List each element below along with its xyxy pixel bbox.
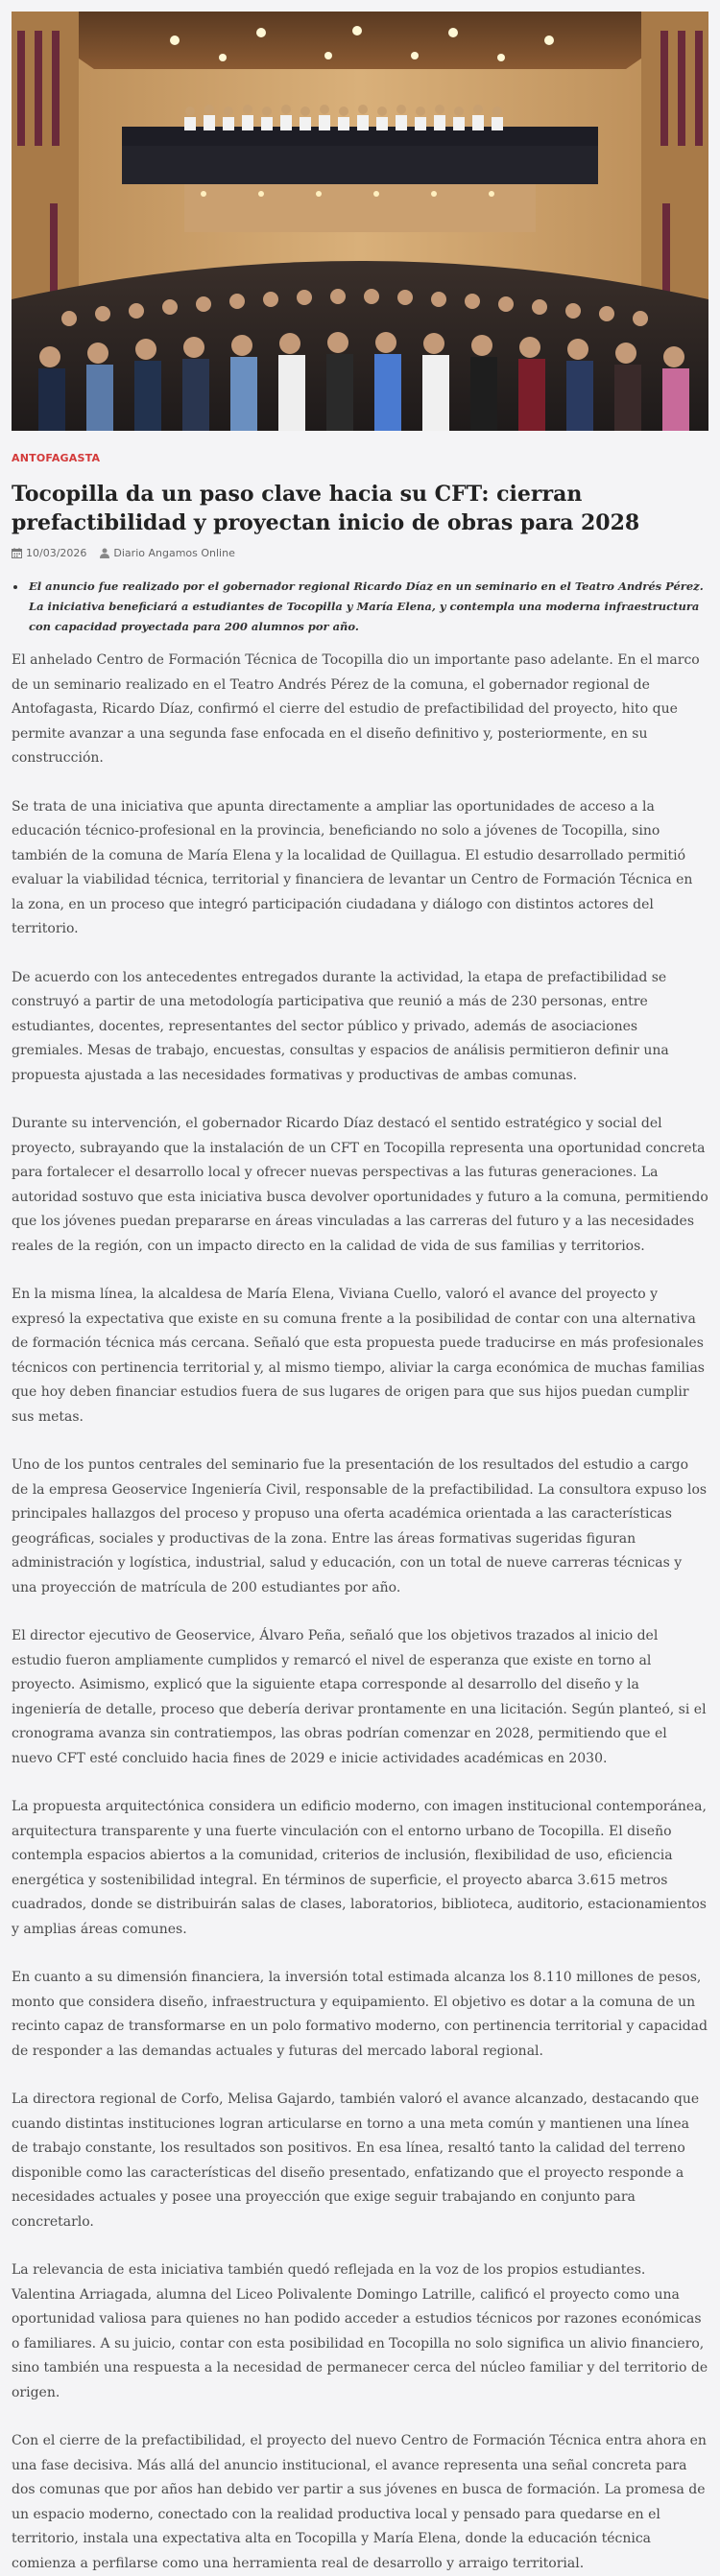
article-body <box>12 649 708 2576</box>
article-paragraph: Uno de los puntos centrales del seminario fue la presentación de los resultados del estudio a cargo de la empresa Geoservice Ingeniería Civil, responsable de la prefactibilidad. La consultora expuso los principales hallazgos del proceso y propuso una oferta académica orientada a las características geográficas, sociales y productivas de la zona. Entre las áreas formativas sugeridas figuran administración y logística, industrial, salud y educación, con un total de nueve carreras técnicas y una proyección de matrícula de 200 estudiantes por año. <box>12 1457 708 1595</box>
article-summary <box>12 577 708 637</box>
article-title: Tocopilla da un paso clave hacia su CFT: cierran prefactibilidad y proyectan inicio de obras para 2028 <box>12 482 640 535</box>
article-author-text: Diario Angamos Online <box>113 547 235 559</box>
article-paragraph: El anhelado Centro de Formación Técnica de Tocopilla dio un importante paso adelante. En el marco de un seminario realizado en el Teatro Andrés Pérez de la comuna, el gobernador regional de Antofagasta, Ricardo Díaz, confirmó el cierre del estudio de prefactibilidad del proyecto, hito que permite avanzar a una segunda fase enfocada en el diseño definitivo y, posteriormente, en su construcción. <box>12 652 700 766</box>
article-meta <box>12 547 708 559</box>
user-icon <box>100 548 109 558</box>
calendar-icon <box>12 548 22 558</box>
article-paragraph: Se trata de una iniciativa que apunta directamente a ampliar las oportunidades de acceso a la educación técnico-profesional en la provincia, beneficiando no solo a jóvenes de Tocopilla, sino también de la comuna de María Elena y la localidad de Quillagua. El estudio desarrollado permitió evaluar la viabilidad técnica, territorial y financiera de levantar un Centro de Formación Técnica en la zona, en un proceso que integró participación ciudadana y diálogo con distintos actores del territorio. <box>12 798 693 936</box>
article-date <box>12 547 86 559</box>
article-date-text: 10/03/2026 <box>26 547 87 559</box>
theater-group-photo <box>12 12 708 431</box>
article-paragraph: La propuesta arquitectónica considera un edificio moderno, con imagen institucional contemporánea, arquitectura transparente y una fuerte vinculación con el entorno urbano de Tocopilla. El diseño contempla espacios abiertos a la comunidad, criterios de inclusión, flexibilidad de uso, eficiencia energética y sostenibilidad integral. En términos de superficie, el proyecto abarca 3.615 metros cuadrados, donde se distribuirán salas de clases, laboratorios, biblioteca, auditorio, estacionamientos y amplias áreas comunes. <box>12 1799 707 1937</box>
hero-image <box>12 12 708 431</box>
article-paragraph: El director ejecutivo de Geoservice, Álvaro Peña, señaló que los objetivos trazados al inicio del estudio fueron ampliamente cumplidos y remarcó el nivel de esperanza que existe en torno al proyecto. Asimismo, explicó que la siguiente etapa corresponde al desarrollo del diseño y la ingeniería de detalle, proceso que debería derivar prontamente en una licitación. Según planteó, si el cronograma avanza sin contratiempos, las obras podrían comenzar en 2028, permitiendo que el nuevo CFT esté concluido hacia fines de 2029 e inicie actividades académicas en 2030. <box>12 1628 707 1766</box>
article-summary-item: • El anuncio fue realizado por el gobernador regional Ricardo Díaz en un seminario en el Teatro Andrés Pérez. La iniciativa beneficiará a estudiantes de Tocopilla y María Elena, y contempla una moderna infraestructura con capacidad proyectada para 200 alumnos por año. <box>27 577 708 637</box>
article-paragraph: De acuerdo con los antecedentes entregados durante la actividad, la etapa de prefactibilidad se construyó a partir de una metodología participativa que reunió a más de 230 personas, entre estudiantes, docentes, representantes del sector público y privado, además de asociaciones gremiales. Mesas de trabajo, encuestas, consultas y espacios de análisis permitieron definir una propuesta ajustada a las necesidades formativas y productivas de ambas comunas. <box>12 969 669 1083</box>
article-author[interactable] <box>100 547 234 559</box>
article-paragraph: La directora regional de Corfo, Melisa Gajardo, también valoró el avance alcanzado, destacando que cuando distintas instituciones logran articularse en torno a una meta común y mantienen una línea de trabajo constante, los resultados son positivos. En esa línea, resaltó tanto la calidad del terreno disponible como las características del diseño presentado, enfatizando que el proyecto responde a necesidades actuales y posee una proyección que exige seguir trabajando en conjunto para concretarlo. <box>12 2092 700 2230</box>
article-category[interactable]: ANTOFAGASTA <box>12 452 101 464</box>
article-paragraph: Con el cierre de la prefactibilidad, el proyecto del nuevo Centro de Formación Técnica entra ahora en una fase decisiva. Más allá del anuncio institucional, el avance representa una señal concreta para dos comunas que por años han debido ver partir a sus jóvenes en busca de formación. La promesa de un espacio moderno, conectado con la realidad productiva local y pensado para quedarse en el territorio, instala una expectativa alta en Tocopilla y María Elena, donde la educación técnica comienza a perfilarse como una herramienta real de desarrollo y arraigo territorial. <box>12 2433 707 2571</box>
article-paragraph: Durante su intervención, el gobernador Ricardo Díaz destacó el sentido estratégico y social del proyecto, subrayando que la instalación de un CFT en Tocopilla representa una oportunidad concreta para fortalecer el desarrollo local y ofrecer nuevas perspectivas a las futuras generaciones. La autoridad sostuvo que esta iniciativa busca devolver oportunidades y futuro a la comuna, permitiendo que los jóvenes puedan prepararse en áreas vinculadas a las carreras del futuro y a las necesidades reales de la región, con un impacto directo en la calidad de vida de sus familias y territorios. <box>12 1116 708 1254</box>
article-paragraph: En la misma línea, la alcaldesa de María Elena, Viviana Cuello, valoró el avance del proyecto y expresó la expectativa que existe en su comuna frente a la posibilidad de contar con una alternativa de formación técnica más cercana. Señaló que esta propuesta puede traducirse en más profesionales técnicos con pertinencia territorial y, al mismo tiempo, aliviar la carga económica de muchas familias que hoy deben financiar estudios fuera de sus lugares de origen para que sus hijos puedan cumplir sus metas. <box>12 1287 705 1425</box>
article-paragraph: La relevancia de esta iniciativa también quedó reflejada en la voz de los propios estudiantes. Valentina Arriagada, alumna del Liceo Polivalente Domingo Latrille, calificó el proyecto como una oportunidad valiosa para quienes no han podido acceder a estudios técnicos por razones económicas o familiares. A su juicio, contar con esta posibilidad en Tocopilla no solo significa un alivio financiero, sino también una respuesta a la necesidad de permanecer cerca del núcleo familiar y del territorio de origen. <box>12 2262 708 2400</box>
article-page <box>0 12 720 2576</box>
article-paragraph: En cuanto a su dimensión financiera, la inversión total estimada alcanza los 8.110 millones de pesos, monto que considera diseño, infraestructura y equipamiento. El objetivo es dotar a la comuna de un recinto capaz de transformarse en un polo formativo moderno, con pertinencia territorial y capacidad de responder a las demandas actuales y futuras del mercado laboral regional. <box>12 1970 708 2059</box>
